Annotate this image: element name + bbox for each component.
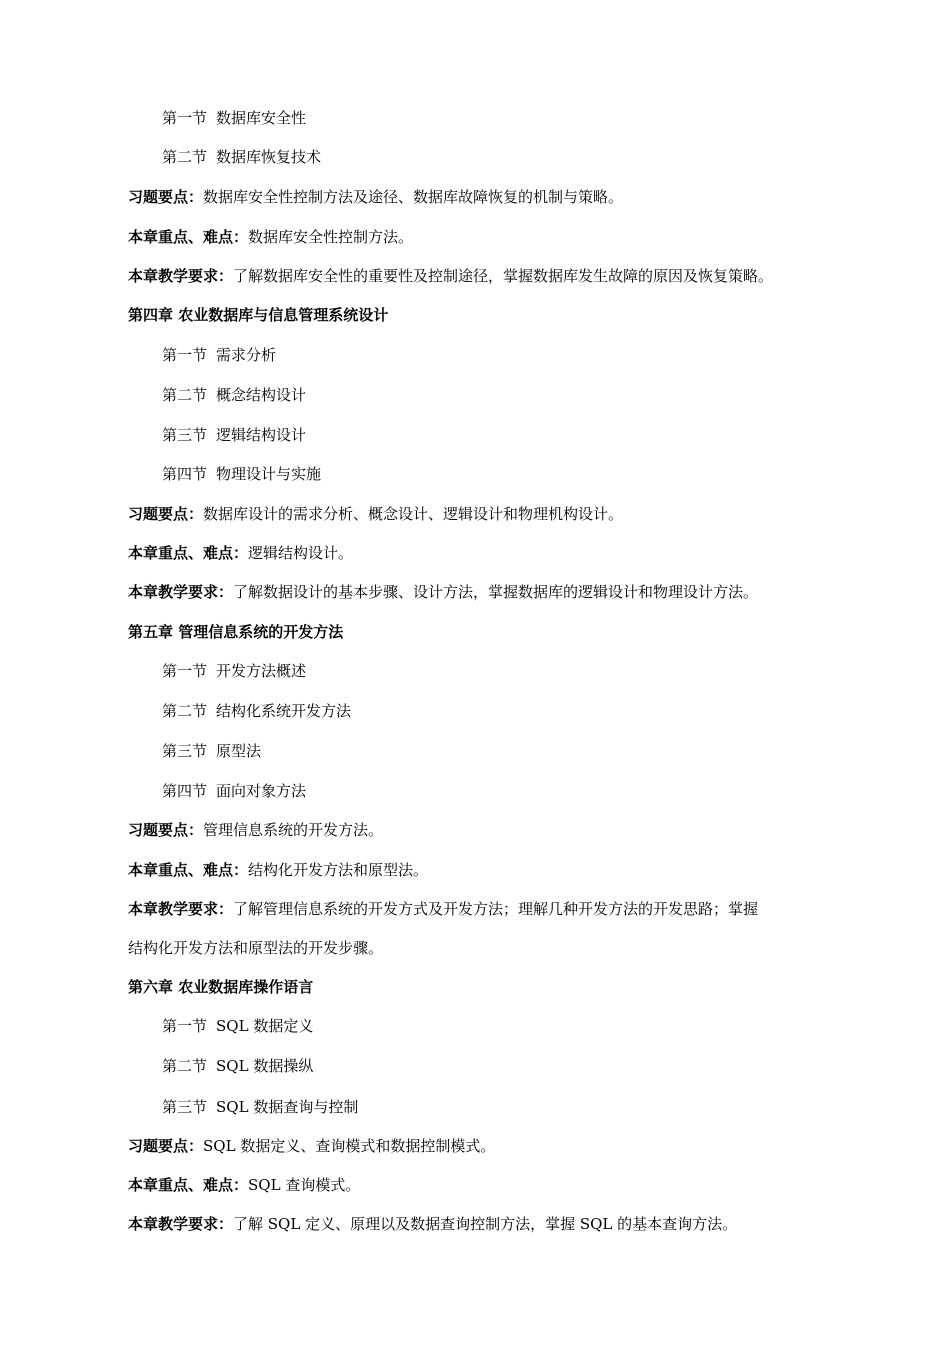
exercise-points-text: 数据库设计的需求分析、概念设计、逻辑设计和物理机构设计。 — [203, 505, 624, 523]
exercise-points-text: 数据库安全性控制方法及途径、数据库故障恢复的机制与策略。 — [203, 188, 624, 206]
teaching-requirements-text: 了解管理信息系统的开发方式及开发方法；理解几种开发方法的开发思路；掌握 — [233, 900, 759, 918]
key-points-label: 本章重点、难点： — [128, 861, 249, 879]
section-number: 第二节 — [162, 1057, 208, 1075]
section-title: 逻辑结构设计 — [216, 426, 307, 444]
section-number: 第三节 — [162, 1098, 208, 1116]
exercise-points-text: 管理信息系统的开发方法。 — [203, 821, 384, 839]
exercise-points — [128, 1136, 828, 1156]
key-points — [128, 227, 828, 247]
teaching-requirements-text: 了解 SQL 定义、原理以及数据查询控制方法，掌握 SQL 的基本查询方法。 — [233, 1215, 738, 1233]
section-line — [162, 345, 862, 365]
section-title: 原型法 — [216, 742, 262, 760]
section-line — [162, 701, 862, 721]
teaching-requirements-text: 了解数据设计的基本步骤、设计方法，掌握数据库的逻辑设计和物理设计方法。 — [233, 583, 759, 601]
teaching-requirements-continued: 结构化开发方法和原型法的开发步骤。 — [128, 939, 384, 957]
section-title: 数据库恢复技术 — [216, 148, 322, 166]
exercise-points-label: 习题要点： — [128, 188, 204, 206]
section-title: 需求分析 — [216, 346, 277, 364]
teaching-requirements — [128, 899, 828, 919]
section-line — [162, 741, 862, 761]
teaching-requirements — [128, 266, 828, 286]
section-title: 概念结构设计 — [216, 386, 307, 404]
section-number: 第一节 — [162, 1017, 208, 1035]
section-number: 第一节 — [162, 662, 208, 680]
section-number: 第四节 — [162, 465, 208, 483]
section-line — [162, 1097, 862, 1117]
chapter-heading: 第六章 农业数据库操作语言 — [128, 978, 314, 996]
section-line — [162, 661, 862, 681]
section-line — [162, 781, 862, 801]
section-number: 第一节 — [162, 346, 208, 364]
section-number: 第一节 — [162, 109, 208, 127]
section-line — [162, 1016, 862, 1036]
section-number: 第三节 — [162, 426, 208, 444]
teaching-requirements — [128, 1214, 828, 1234]
teaching-requirements — [128, 582, 828, 602]
section-title: 面向对象方法 — [216, 782, 307, 800]
section-line — [162, 425, 862, 445]
exercise-points — [128, 820, 828, 840]
exercise-points-label: 习题要点： — [128, 821, 204, 839]
key-points-label: 本章重点、难点： — [128, 1176, 249, 1194]
exercise-points-label: 习题要点： — [128, 505, 204, 523]
section-title: 物理设计与实施 — [216, 465, 322, 483]
section-title: 数据库安全性 — [216, 109, 307, 127]
teaching-requirements-label: 本章教学要求： — [128, 900, 234, 918]
section-line — [162, 1056, 862, 1076]
key-points — [128, 543, 828, 563]
teaching-requirements-label: 本章教学要求： — [128, 583, 234, 601]
teaching-requirements-label: 本章教学要求： — [128, 1215, 234, 1233]
key-points-label: 本章重点、难点： — [128, 544, 249, 562]
section-title: 开发方法概述 — [216, 662, 307, 680]
section-number: 第四节 — [162, 782, 208, 800]
key-points-text: 数据库安全性控制方法。 — [248, 228, 414, 246]
key-points — [128, 860, 828, 880]
chapter-heading: 第五章 管理信息系统的开发方法 — [128, 623, 344, 641]
section-title: SQL 数据定义 — [216, 1017, 314, 1035]
teaching-requirements-label: 本章教学要求： — [128, 267, 234, 285]
section-number: 第三节 — [162, 742, 208, 760]
key-points-label: 本章重点、难点： — [128, 228, 249, 246]
section-number: 第二节 — [162, 702, 208, 720]
section-title: SQL 数据查询与控制 — [216, 1098, 359, 1116]
key-points — [128, 1175, 828, 1195]
key-points-text: SQL 查询模式。 — [248, 1176, 361, 1194]
section-title: SQL 数据操纵 — [216, 1057, 314, 1075]
section-number: 第二节 — [162, 386, 208, 404]
key-points-text: 逻辑结构设计。 — [248, 544, 354, 562]
section-line — [162, 464, 862, 484]
exercise-points-label: 习题要点： — [128, 1137, 204, 1155]
section-number: 第二节 — [162, 148, 208, 166]
exercise-points — [128, 504, 828, 524]
key-points-text: 结构化开发方法和原型法。 — [248, 861, 429, 879]
section-line — [162, 108, 862, 128]
chapter-heading: 第四章 农业数据库与信息管理系统设计 — [128, 306, 389, 324]
exercise-points — [128, 187, 828, 207]
section-line — [162, 385, 862, 405]
exercise-points-text: SQL 数据定义、查询模式和数据控制模式。 — [203, 1137, 496, 1155]
section-line — [162, 147, 862, 167]
teaching-requirements-text: 了解数据库安全性的重要性及控制途径，掌握数据库发生故障的原因及恢复策略。 — [233, 267, 774, 285]
section-title: 结构化系统开发方法 — [216, 702, 352, 720]
